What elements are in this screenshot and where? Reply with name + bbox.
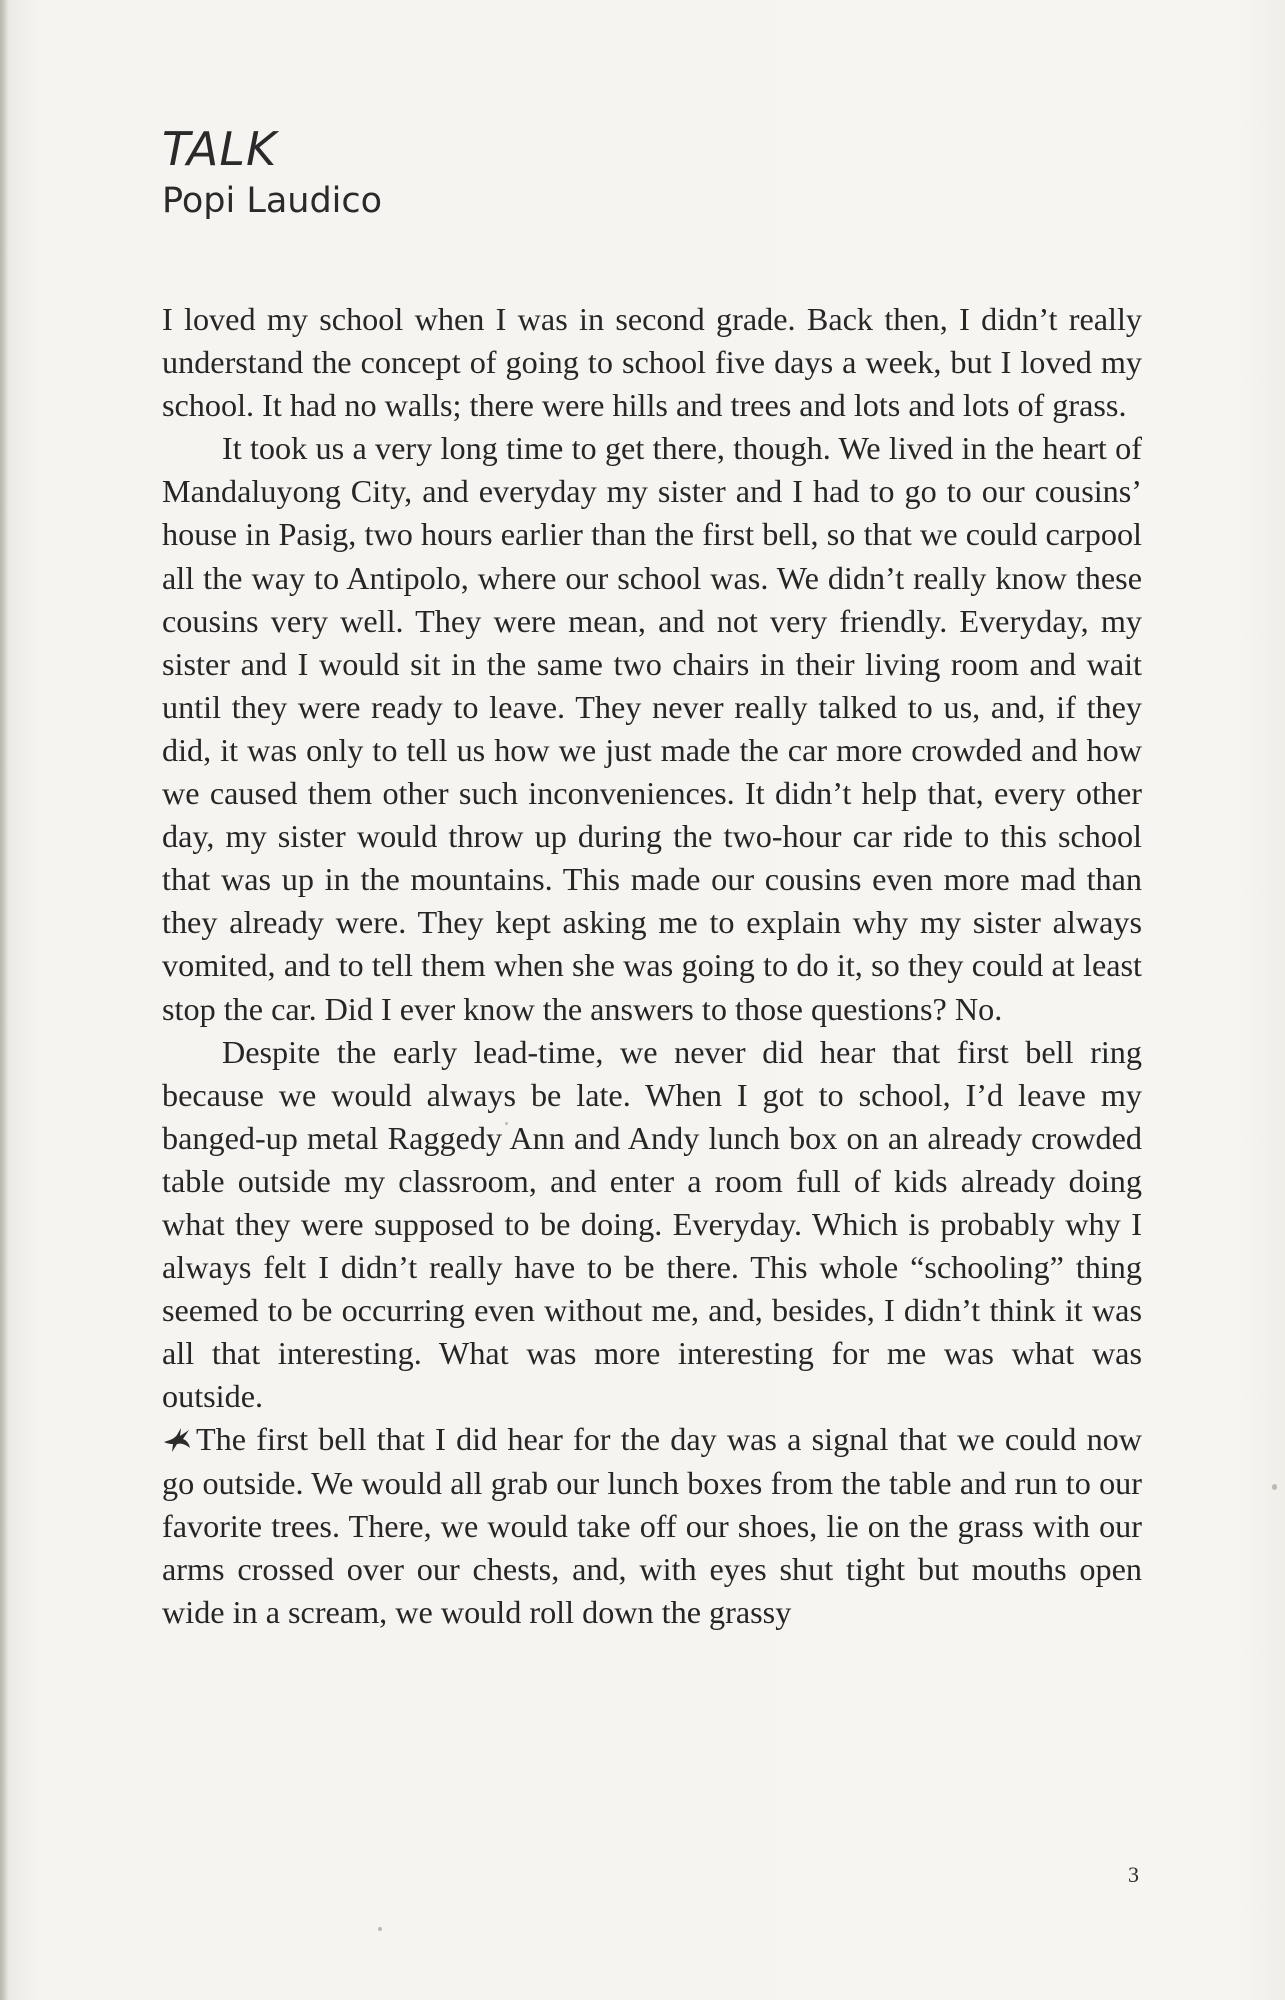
article-body <box>162 298 1142 1634</box>
paragraph-3: Despite the early lead-time, we never did hear that first bell ring because we would always be late. When I got to school, I’d leave my banged-up metal Raggedy Ann and Andy lunch box on an already crowded table outside my classroom, and enter a room full of kids already doing what they were supposed to be doing. Everyday. Which is probably why I always felt I didn’t really have to be there. This whole “schooling” thing seemed to be occurring even without me, and, besides, I didn’t think it was all that interesting. What was more interesting for me was what was outside. <box>162 1033 1142 1415</box>
article-author: Popi Laudico <box>162 181 383 221</box>
paper-speck <box>378 1927 382 1931</box>
paragraph-4-text: The first bell that I did hear for the day was a signal that we could now go outside. We would all grab our lunch boxes from the table and run to our favorite trees. There, we would take off our shoes, lie on the grass with our arms crossed over our chests, and, with eyes shut tight but mouths open wide in a scream, we would roll down the grassy <box>162 1421 1142 1630</box>
bird-icon <box>162 1422 192 1450</box>
paragraph-1: I loved my school when I was in second grade. Back then, I didn’t really understand the concept of going to school five days a week, but I loved my school. It had no walls; there were hills and trees and lots and lots of grass. <box>162 301 1142 424</box>
page-edge-shadow <box>0 0 8 2000</box>
paragraph-4 <box>162 1418 1142 1633</box>
paragraph-2: It took us a very long time to get there, though. We lived in the heart of Mandaluyong City, and everyday my sister and I had to go to our cousins’ house in Pasig, two hours earlier than the first bell, so that we could carpool all the way to Antipolo, where our school was. We didn’t really know these cousins very well. They were mean, and not very friendly. Everyday, my sister and I would sit in the same two chairs in their living room and wait until they were ready to leave. They never really talked to us, and, if they did, it was only to tell us how we just made the car more crowded and how we caused them other such inconveniences. It didn’t help that, every other day, my sister would throw up during the two-hour car ride to this school that was up in the mountains. This made our cousins even more mad than they already were. They kept asking me to explain why my sister always vomited, and to tell them when she was going to do it, so they could at least stop the car. Did I ever know the answers to those questions? No. <box>162 430 1142 1027</box>
paper-speck <box>1272 1484 1277 1490</box>
page-number: 3 <box>1128 1862 1139 1887</box>
article-title: TALK <box>162 122 278 176</box>
